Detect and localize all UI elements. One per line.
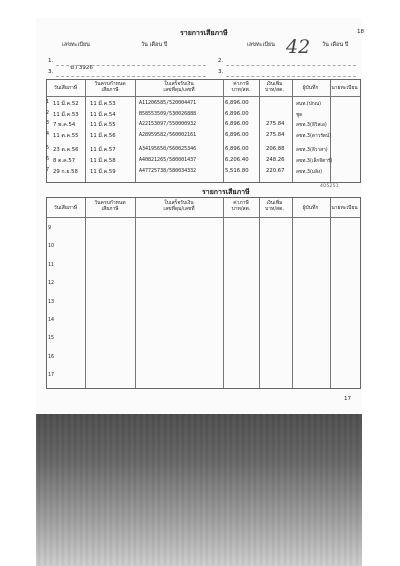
cell-due-date: 11 มี.ค.54 bbox=[90, 111, 116, 118]
cell-recorder: ลขท.3(ดาวรัตน์) bbox=[296, 133, 332, 139]
cell-fine: 275.84 bbox=[266, 131, 285, 138]
cell-due-date: 11 มี.ค.55 bbox=[90, 122, 116, 129]
cell-paid-date: 7 พ.ค.54 bbox=[53, 122, 76, 129]
cell-tax: 6,896.00 bbox=[225, 100, 249, 106]
cell-receipt: A40821265/580001437 bbox=[139, 157, 197, 163]
col-header-registrar: นายทะเบียน bbox=[331, 85, 358, 91]
cell-paid-date: 11 ต.ค.55 bbox=[53, 132, 79, 139]
row-number: 5 bbox=[46, 146, 50, 152]
col-header-recorder: ผู้บันทึก bbox=[302, 85, 319, 91]
tax-table-lower bbox=[46, 197, 361, 389]
col-header-paid: วันเสียภาษี bbox=[53, 85, 78, 91]
cell-paid-date: 11 มี.ค.52 bbox=[53, 101, 79, 107]
lower-row-number: 10 bbox=[48, 244, 55, 250]
col-header-fine: เงินเพิ่ม บาท/สต. bbox=[265, 81, 284, 94]
lower-row-number: 15 bbox=[48, 336, 55, 342]
owner-line-3-right: 3. bbox=[218, 69, 224, 75]
col-header-due: วันครบกำหนด เสียภาษี bbox=[94, 81, 126, 94]
cell-paid-date: 11 มี.ค.53 bbox=[53, 111, 79, 118]
cell-due-date: 11 มี.ค.56 bbox=[90, 132, 116, 139]
cell-paid-date: 29 ก.ย.58 bbox=[53, 168, 78, 175]
sheet-title: รายการเสียภาษี bbox=[180, 29, 228, 37]
date-label-left: วัน เดือน ปี bbox=[141, 42, 168, 48]
photocopy-shadow bbox=[36, 414, 362, 566]
cell-recorder: ชูด bbox=[296, 112, 303, 118]
row-number: 7 bbox=[46, 167, 50, 173]
cell-due-date: 11 มี.ค.57 bbox=[90, 147, 116, 154]
cell-tax: 6,896.00 bbox=[225, 121, 249, 128]
footer-page-number: 17 bbox=[344, 396, 351, 402]
cell-fine: 248.26 bbox=[266, 157, 285, 163]
col-header-tax: ค่าภาษี บาท/สต. bbox=[231, 81, 251, 94]
cell-tax: 6,896.00 bbox=[225, 146, 249, 153]
handwritten-number: 42 bbox=[286, 36, 311, 58]
page-number: 18 bbox=[357, 29, 364, 35]
cell-fine: 220.67 bbox=[266, 167, 285, 174]
cell-recorder: ลขท.3(มลิง) bbox=[296, 169, 323, 175]
owner-line-1: 1. bbox=[48, 58, 54, 64]
cell-tax: 6,206.40 bbox=[225, 157, 249, 163]
cell-recorder: ลขท.3(ลีวาสา) bbox=[296, 148, 328, 154]
reg-no-label-right: เลขทะเบียน bbox=[247, 42, 275, 48]
cell-fine: 206.88 bbox=[266, 146, 285, 153]
lower-row-number: 13 bbox=[48, 299, 55, 305]
cell-receipt: A22153097/550000932 bbox=[139, 121, 197, 128]
cell-tax: 6,896.00 bbox=[225, 110, 249, 117]
cell-receipt: B58553509/530026888 bbox=[139, 110, 197, 117]
cell-paid-date: 8 ต.ค.57 bbox=[53, 158, 76, 164]
lower-row-number: 9 bbox=[48, 226, 52, 231]
col-header-receipt: ใบเสร็จรับเงิน เลขที่ดุม/เลขที่ bbox=[163, 81, 195, 94]
col2-header-receipt: ใบเสร็จรับเงิน เลขที่ดุม/เลขที่ bbox=[163, 200, 195, 213]
lower-row-number: 12 bbox=[48, 281, 55, 287]
row-number: 1 bbox=[46, 100, 50, 105]
lower-row-number: 11 bbox=[48, 262, 55, 268]
cell-recorder: ลขท.3(เล็กจีตาร์) bbox=[296, 159, 333, 164]
cell-paid-date: 23 ต.ค.56 bbox=[53, 147, 79, 154]
date-label-right: วัน เดือน ปี bbox=[322, 42, 349, 48]
col2-header-registrar: นายทะเบียน bbox=[331, 205, 358, 211]
lower-row-number: 16 bbox=[48, 354, 55, 360]
cell-recorder: ลขท.3(ลีวิลเอ) bbox=[296, 123, 327, 129]
reg-no-label-left: เลขทะเบียน bbox=[62, 42, 90, 48]
row-number: 6 bbox=[46, 157, 50, 162]
cell-due-date: 11 มี.ค.53 bbox=[90, 101, 116, 107]
cell-due-date: 11 มี.ค.59 bbox=[90, 168, 116, 175]
cell-receipt: A28959582/560002161 bbox=[139, 131, 197, 138]
plate-number: ฆว 3926 bbox=[70, 65, 93, 71]
col2-header-fine: เงินเพิ่ม บาท/สต. bbox=[265, 200, 284, 213]
cell-receipt: A34195650/560025346 bbox=[139, 146, 197, 153]
cell-recorder: สนท.(ปกณ) bbox=[296, 102, 322, 107]
owner-line-2: 2. bbox=[218, 58, 224, 64]
cell-due-date: 11 มี.ค.58 bbox=[90, 158, 116, 164]
cell-receipt: A11206585/520004471 bbox=[139, 100, 197, 106]
col2-header-due: วันครบกำหนด เสียภาษี bbox=[94, 200, 126, 213]
col2-header-paid: วันเสียภาษี bbox=[53, 205, 78, 211]
lower-row-number: 14 bbox=[48, 318, 55, 323]
row-number: 4 bbox=[46, 131, 50, 137]
owner-line-3: 3. bbox=[48, 69, 54, 75]
row-number: 3 bbox=[46, 121, 50, 127]
cell-tax: 5,516.80 bbox=[225, 167, 249, 174]
cell-receipt: A47725738/580034332 bbox=[139, 167, 197, 174]
cell-fine: 275.84 bbox=[266, 121, 285, 128]
lower-row-number: 17 bbox=[48, 373, 55, 379]
col2-header-recorder: ผู้บันทึก bbox=[302, 205, 319, 211]
stamp-number: 405251 bbox=[320, 184, 339, 189]
col2-header-tax: ค่าภาษี บาท/สต. bbox=[231, 200, 251, 213]
cell-tax: 6,896.00 bbox=[225, 131, 249, 138]
row-number: 2 bbox=[46, 110, 50, 116]
second-sheet-title: รายการเสียภาษี bbox=[202, 188, 250, 196]
